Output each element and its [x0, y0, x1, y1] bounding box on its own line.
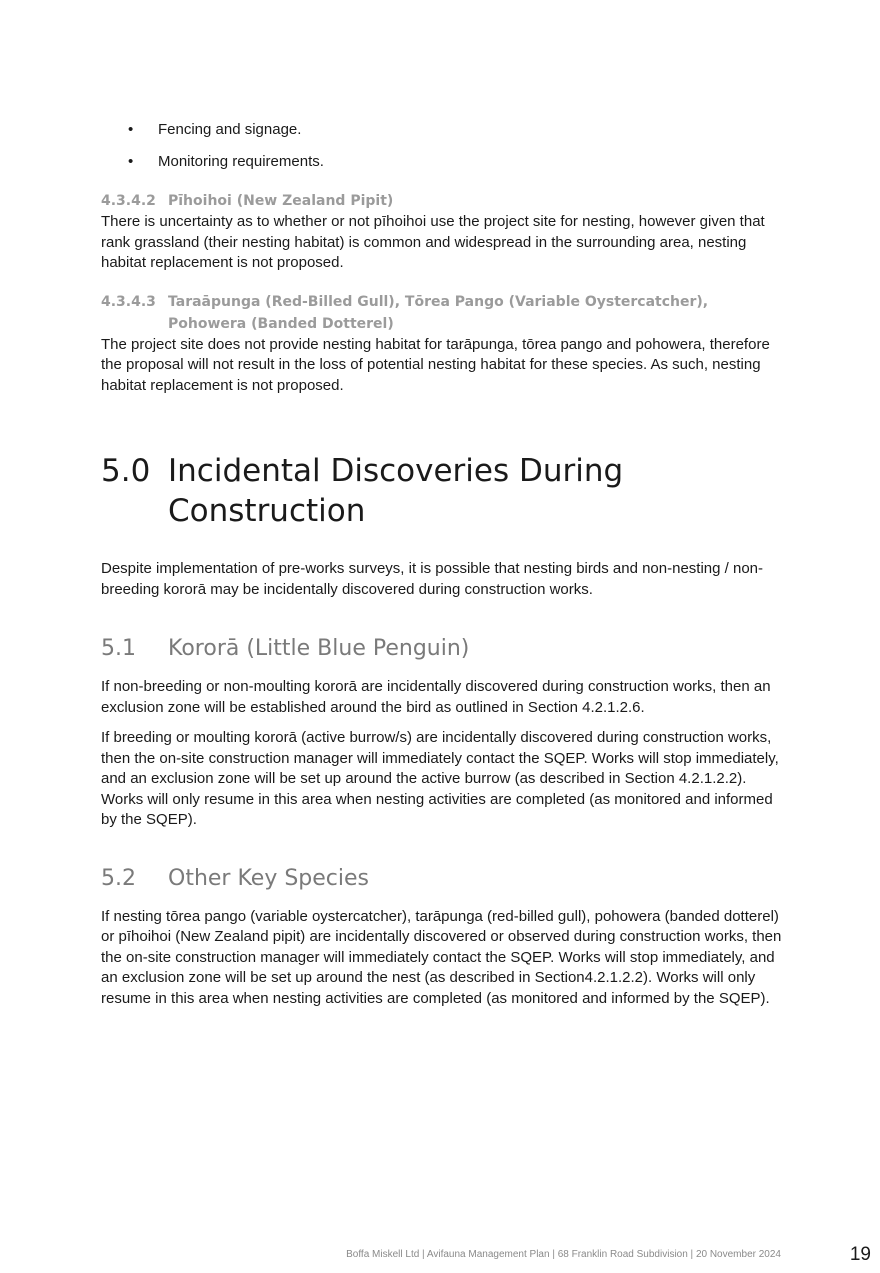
section-4342: [101, 190, 791, 274]
heading-4343: [101, 291, 791, 335]
page-content: [101, 120, 791, 1009]
heading-title-line-1: Taraāpunga (Red-Billed Gull), Tōrea Pango (Variable Oystercatcher),: [168, 293, 709, 310]
section-52: [101, 864, 791, 1010]
heading-title-line-2: Pohowera (Banded Dotterel): [168, 315, 394, 332]
page-number: 19: [849, 1244, 871, 1265]
paragraph: There is uncertainty as to whether or not pīhoihoi use the project site for nesting, however given that rank grassland (their nesting habitat) is common and widespread in the surrounding area, nesting habitat replacement is not proposed.: [101, 213, 765, 271]
section-51: [101, 634, 791, 831]
heading-title: Other Key Species: [168, 865, 370, 891]
paragraph: Despite implementation of pre-works surveys, it is possible that nesting birds and non-nesting / non-breeding kororā may be incidentally discovered during construction works.: [101, 560, 763, 598]
heading-title: Kororā (Little Blue Penguin): [168, 636, 470, 661]
heading-number: 5.1: [101, 636, 136, 661]
paragraph: If breeding or moulting kororā (active burrow/s) are incidentally discovered during construction works, then the on-site construction manager will immediately contact the SQEP. Works will stop immediately, and an exclusion zone will be set up around the active burrow (as described in Section 4.2.1.2.2). Works will only resume in this area when nesting activities are completed (as monitored and informed by the SQEP).: [101, 729, 779, 828]
paragraph: If nesting tōrea pango (variable oystercatcher), tarāpunga (red-billed gull), pohowera (banded dotterel) or pīhoihoi (New Zealand pipit) are incidentally discovered or observed during construction works, then the on-site construction manager will immediately contact the SQEP. Works will stop immediately, and an exclusion zone will be set up around the nest (as described in Section4.2.1.2.2). Works will only resume in this area when nesting activities are completed (as monitored and informed by the SQEP).: [101, 907, 782, 1007]
bullet-text: Monitoring requirements.: [158, 153, 324, 170]
heading-51: [101, 634, 791, 664]
list-item: [101, 120, 791, 140]
footer-text: Boffa Miskell Ltd | Avifauna Management Plan | 68 Franklin Road Subdivision | 20 November 2024: [346, 1249, 781, 1260]
heading-number: 5.0: [101, 453, 151, 489]
section-50: [101, 451, 791, 600]
heading-50: [101, 451, 791, 531]
page-footer: [0, 1244, 880, 1268]
heading-title: [168, 291, 791, 335]
section-4343: [101, 291, 791, 397]
bullet-text: Fencing and signage.: [158, 121, 302, 138]
heading-52: [101, 864, 791, 894]
heading-4342: [101, 190, 791, 212]
bullet-glyph: •: [128, 121, 134, 138]
paragraph: The project site does not provide nesting habitat for tarāpunga, tōrea pango and pohowera, therefore the proposal will not result in the loss of potential nesting habitat for these species. As such, nesting habitat replacement is not proposed.: [101, 335, 770, 394]
bullet-list: [101, 120, 791, 172]
heading-number: 5.2: [101, 865, 136, 891]
paragraph: If non-breeding or non-moulting kororā are incidentally discovered during construction works, then an exclusion zone will be established around the bird as outlined in Section 4.2.1.2.6.: [101, 678, 771, 716]
list-item: [101, 152, 791, 172]
heading-number: 4.3.4.2: [101, 193, 156, 209]
heading-number: 4.3.4.3: [101, 293, 156, 310]
heading-title: Incidental Discoveries During Construction: [168, 453, 624, 529]
heading-title: Pīhoihoi (New Zealand Pipit): [168, 193, 394, 209]
bullet-glyph: •: [128, 153, 134, 170]
